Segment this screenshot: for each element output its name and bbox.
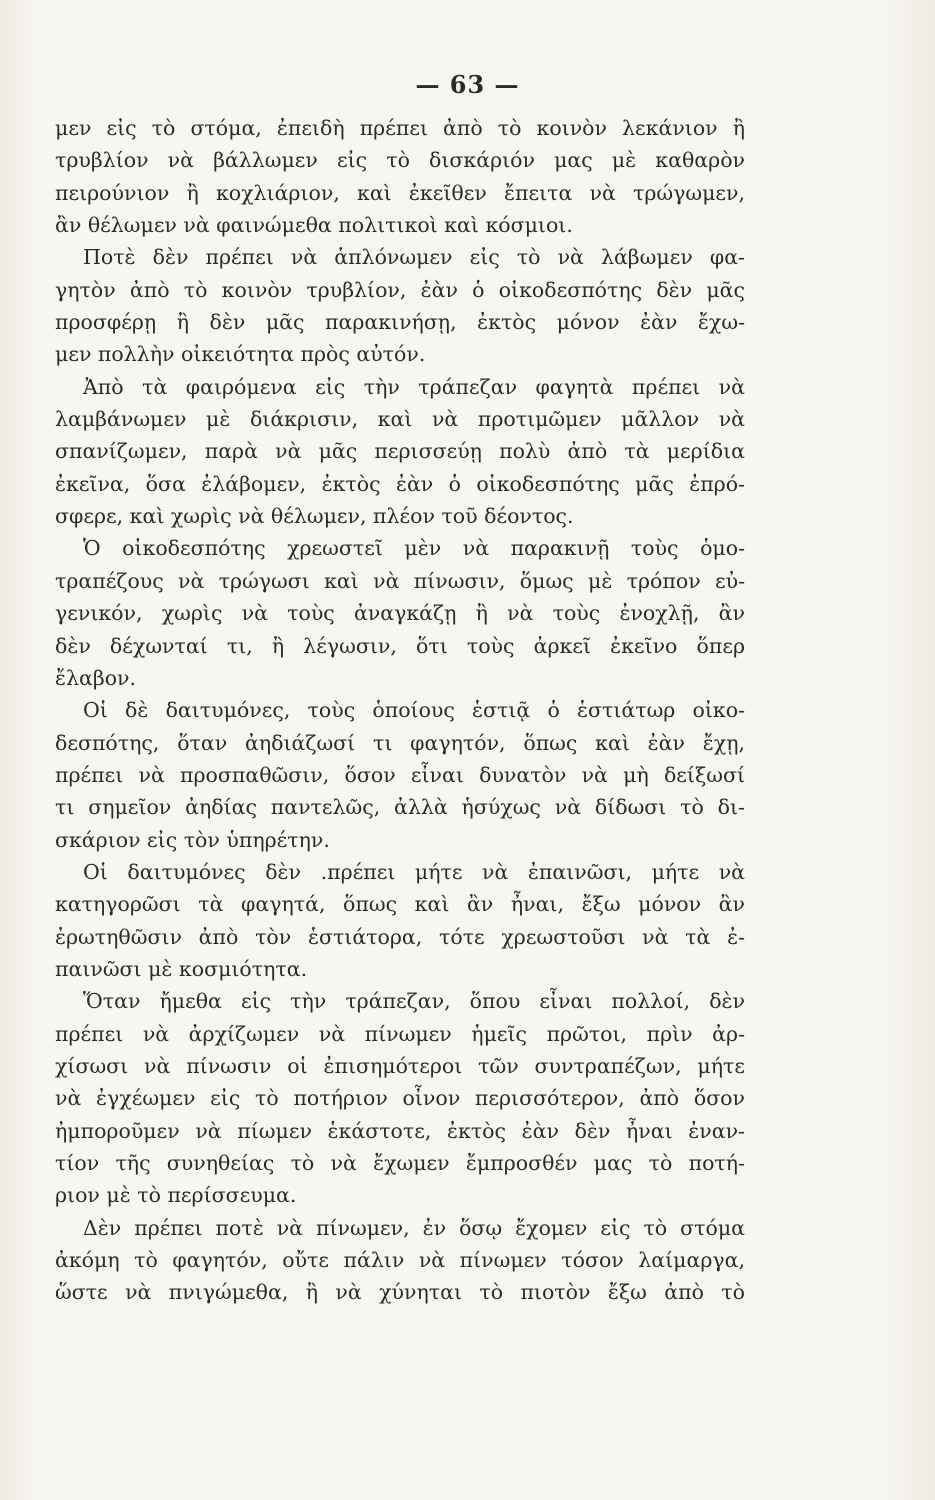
text-line: σπανίζωμεν, παρὰ νὰ μᾶς περισσεύῃ πολὺ ἀπὸ τὰ μερίδια: [55, 439, 745, 464]
text-line: ἀκόμη τὸ φαγητόν, οὔτε πάλιν νὰ πίνωμεν τόσον λαίμαργα,: [55, 1248, 745, 1273]
text-line: προσφέρῃ ἢ δὲν μᾶς παρακινήσῃ, ἐκτὸς μόνον ἐὰν ἔχω-: [55, 310, 745, 335]
page-number: — 63 —: [415, 70, 520, 99]
text-line: σφερε, καὶ χωρὶς νὰ θέλωμεν, πλέον τοῦ δέοντος.: [55, 504, 574, 529]
text-line: ἐρωτηθῶσιν ἀπὸ τὸν ἑστιάτορα, τότε χρεωστοῦσι νὰ τὰ ἐ-: [55, 924, 745, 949]
text-line: γητὸν ἀπὸ τὸ κοινὸν τρυβλίον, ἐὰν ὁ οἰκοδεσπότης δὲν μᾶς: [55, 277, 745, 302]
text-line: πρέπει νὰ ἀρχίζωμεν νὰ πίνωμεν ἡμεῖς πρῶτοι, πρὶν ἀρ-: [55, 1021, 745, 1046]
text-line: λαμβάνωμεν μὲ διάκρισιν, καὶ νὰ προτιμῶμεν μᾶλλον νὰ: [55, 407, 745, 432]
text-line: Ὁ οἰκοδεσπότης χρεωστεῖ μὲν νὰ παρακινῇ τοὺς ὁμο-: [83, 536, 745, 561]
text-line: σκάριον εἰς τὸν ὑπηρέτην.: [55, 827, 330, 852]
text-line: γενικόν, χωρὶς νὰ τοὺς ἀναγκάζῃ ἢ νὰ τοὺς ἐνοχλῇ, ἂν: [55, 601, 745, 626]
text-line: Ὅταν ἤμεθα εἰς τὴν τράπεζαν, ὅπου εἶναι πολλοί, δὲν: [83, 989, 745, 1014]
text-line: ὥστε νὰ πνιγώμεθα, ἢ νὰ χύνηται τὸ πιοτὸν ἔξω ἀπὸ τὸ: [55, 1280, 745, 1305]
body-text: [55, 112, 745, 1309]
text-line: Οἱ δαιτυμόνες δὲν .πρέπει μήτε νὰ ἐπαινῶσι, μήτε νὰ: [83, 859, 745, 884]
text-line: μεν πολλὴν οἰκειότητα πρὸς αὐτόν.: [55, 342, 426, 367]
text-line: ἔλαβον.: [55, 665, 137, 690]
text-line: Ποτὲ δὲν πρέπει νὰ ἁπλόνωμεν εἰς τὸ νὰ λάβωμεν φα-: [83, 245, 745, 270]
text-line: τι σημεῖον ἀηδίας παντελῶς, ἀλλὰ ἡσύχως νὰ δίδωσι τὸ δι-: [55, 795, 745, 820]
text-line: τρυβλίον νὰ βάλλωμεν εἰς τὸ δισκάριόν μας μὲ καθαρὸν: [55, 148, 745, 173]
text-line: κατηγορῶσι τὰ φαγητά, ὅπως καὶ ἂν ἦναι, ἔξω μόνον ἂν: [55, 892, 745, 917]
text-line: χίσωσι νὰ πίνωσιν οἱ ἐπισημότεροι τῶν συντραπέζων, μήτε: [55, 1053, 745, 1078]
text-line: τίον τῆς συνηθείας τὸ νὰ ἔχωμεν ἔμπροσθέν μας τὸ ποτή-: [55, 1151, 745, 1175]
text-line: τραπέζους νὰ τρώγωσι καὶ νὰ πίνωσιν, ὅμως μὲ τρόπον εὐ-: [55, 568, 745, 593]
text-line: Ἀπὸ τὰ φαιρόμενα εἰς τὴν τράπεζαν φαγητὰ πρέπει νὰ: [83, 374, 745, 399]
text-line: δεσπότης, ὅταν ἀηδιάζωσί τι φαγητόν, ὅπως καὶ ἐὰν ἔχῃ,: [55, 730, 745, 755]
text-line: πειρούνιον ἢ κοχλιάριον, καὶ ἐκεῖθεν ἔπειτα νὰ τρώγωμεν,: [55, 180, 745, 205]
text-line: ἂν θέλωμεν νὰ φαινώμεθα πολιτικοὶ καὶ κόσμιοι.: [55, 213, 573, 238]
text-line: πρέπει νὰ προσπαθῶσιν, ὅσον εἶναι δυνατὸν νὰ μὴ δείξωσί: [55, 762, 745, 787]
text-line: νὰ ἐγχέωμεν εἰς τὸ ποτήριον οἶνον περισσότερον, ἀπὸ ὅσον: [55, 1086, 745, 1111]
text-line: δὲν δέχωνταί τι, ἢ λέγωσιν, ὅτι τοὺς ἀρκεῖ ἐκεῖνο ὅπερ: [55, 633, 745, 658]
text-line: ριον μὲ τὸ περίσσευμα.: [55, 1183, 297, 1208]
text-line: παινῶσι μὲ κοσμιότητα.: [55, 956, 308, 981]
text-line: Οἱ δὲ δαιτυμόνες, τοὺς ὁποίους ἑστιᾷ ὁ ἑστιάτωρ οἰκο-: [83, 698, 745, 723]
text-line: ἠμποροῦμεν νὰ πίωμεν ἑκάστοτε, ἐκτὸς ἐὰν δὲν ἦναι ἐναν-: [55, 1118, 745, 1143]
text-line: μεν εἰς τὸ στόμα, ἐπειδὴ πρέπει ἀπὸ τὸ κοινὸν λεκάνιον ἢ: [55, 116, 745, 140]
text-line: Δὲν πρέπει ποτὲ νὰ πίνωμεν, ἐν ὅσῳ ἔχομεν εἰς τὸ στόμα: [83, 1215, 745, 1240]
text-line: ἐκεῖνα, ὅσα ἐλάβομεν, ἐκτὸς ἐὰν ὁ οἰκοδεσπότης μᾶς ἐπρό-: [55, 471, 745, 496]
